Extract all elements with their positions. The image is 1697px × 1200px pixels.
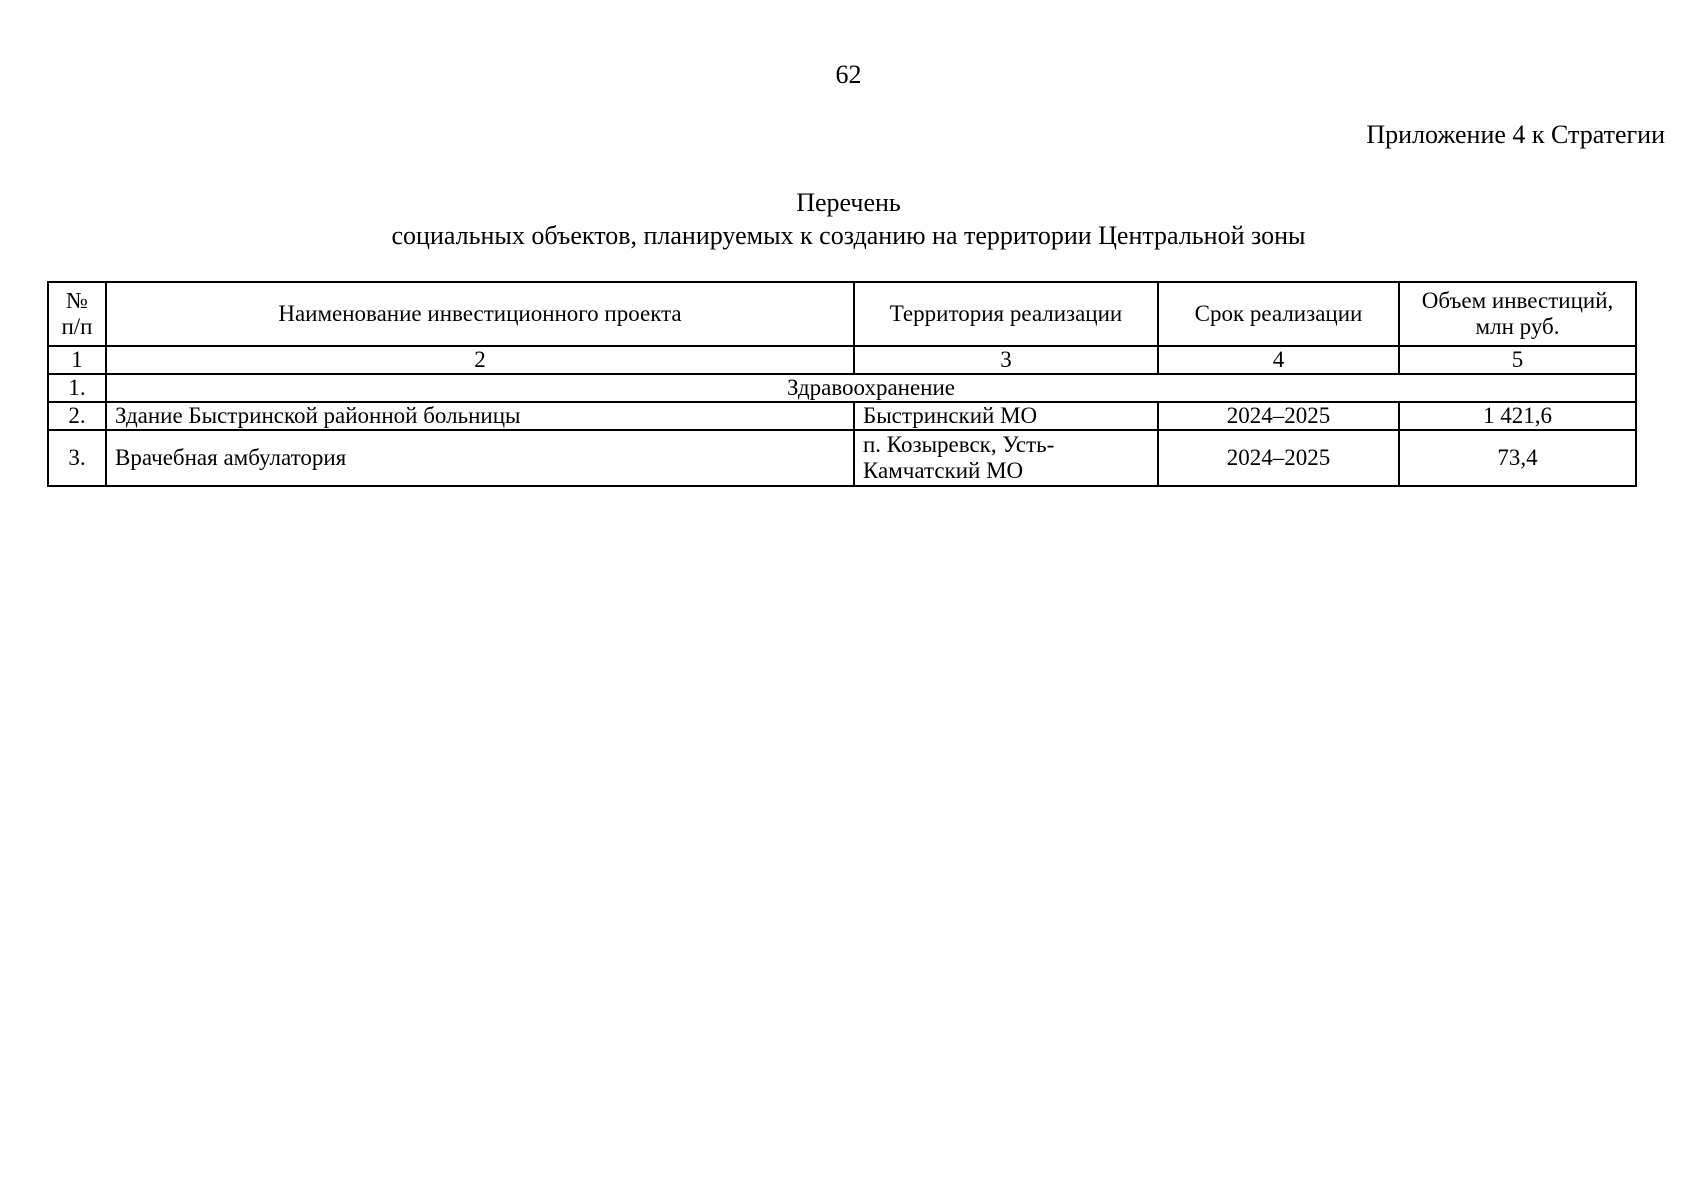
column-number-row: [48, 346, 1636, 374]
column-number: 4: [1158, 346, 1399, 374]
investment-volume: 1 421,6: [1399, 402, 1636, 430]
period: 2024–2025: [1158, 402, 1399, 430]
table-header-row: [48, 282, 1636, 346]
table-row: [48, 402, 1636, 430]
header-territory: Территория реализации: [854, 282, 1158, 346]
territory: п. Козыревск, Усть-Камчатский МО: [854, 430, 1158, 486]
row-num: 2.: [48, 402, 106, 430]
document-title: [0, 186, 1697, 252]
section-num: 1.: [48, 374, 106, 402]
table-row: [48, 430, 1636, 486]
header-project-name: Наименование инвестиционного проекта: [106, 282, 854, 346]
column-number: 5: [1399, 346, 1636, 374]
investment-projects-table: [47, 281, 1637, 487]
column-number: 1: [48, 346, 106, 374]
header-investment-volume: Объем инвестиций, млн руб.: [1399, 282, 1636, 346]
investment-volume: 73,4: [1399, 430, 1636, 486]
section-label: Здравоохранение: [106, 374, 1636, 402]
period: 2024–2025: [1158, 430, 1399, 486]
territory: Быстринский МО: [854, 402, 1158, 430]
title-line-2: социальных объектов, планируемых к созданию на территории Центральной зоны: [391, 221, 1306, 250]
column-number: 2: [106, 346, 854, 374]
row-num: 3.: [48, 430, 106, 486]
column-number: 3: [854, 346, 1158, 374]
header-num: № п/п: [48, 282, 106, 346]
appendix-label: Приложение 4 к Стратегии: [1366, 120, 1665, 149]
title-line-1: Перечень: [796, 188, 901, 217]
header-period: Срок реализации: [1158, 282, 1399, 346]
project-name: Врачебная амбулатория: [106, 430, 854, 486]
project-name: Здание Быстринской районной больницы: [106, 402, 854, 430]
section-row: [48, 374, 1636, 402]
page-number: 62: [835, 60, 862, 89]
